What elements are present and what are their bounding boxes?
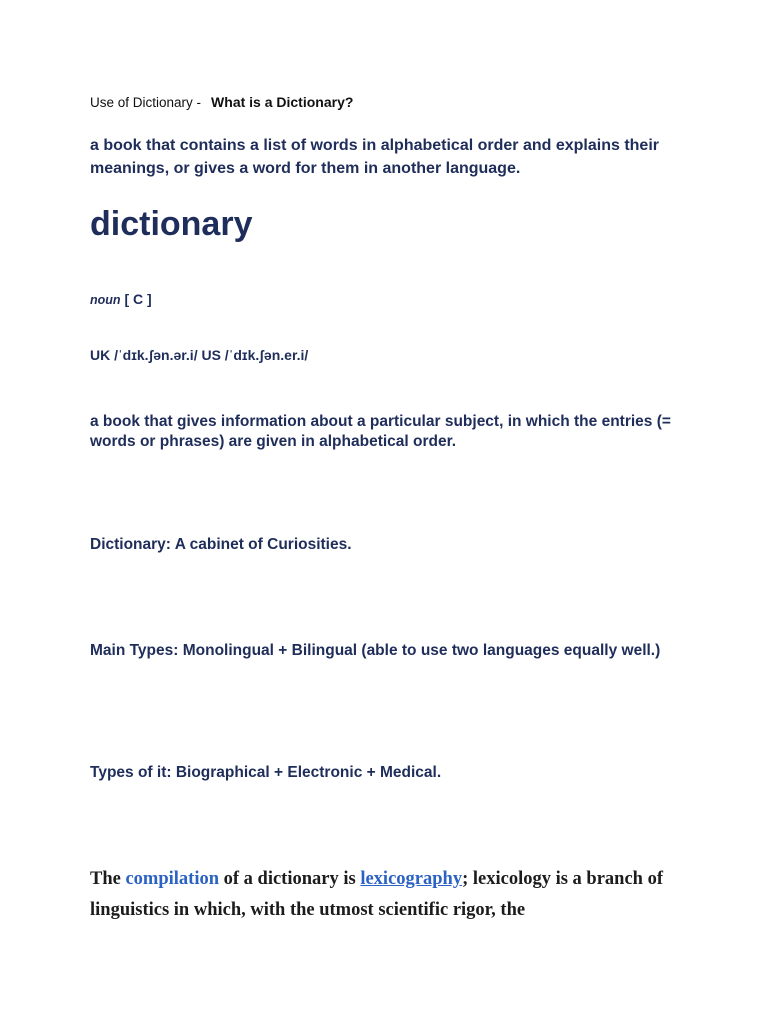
lexicography-paragraph [90,864,680,926]
paragraph-text-3: ; lexicology is a branch of linguistics in which, with the utmost scientific rigor, the [90,869,663,920]
cabinet-note: Dictionary: A cabinet of Curiosities. [90,536,352,553]
main-types-note: Main Types: Monolingual + Bilingual (able to use two languages equally well.) [90,642,661,659]
part-of-speech: noun [90,293,121,307]
headword: dictionary [90,205,253,243]
section-label: Use of Dictionary - [90,95,202,110]
grammar-code: [ C ] [124,291,152,307]
compilation-link[interactable]: compilation [125,869,219,889]
paragraph-text-2: of a dictionary is [219,869,361,889]
entry-definition: a book that gives information about a particular subject, in which the entries (= words or phrases) are given in alphabetical order. [90,413,671,450]
part-of-speech-line [90,291,690,307]
types-of-it-note: Types of it: Biographical + Electronic + Medical. [90,764,442,781]
pronunciation: UK /ˈdɪk.ʃən.ər.i/ US /ˈdɪk.ʃən.er.i/ [90,347,309,363]
lexicography-link[interactable]: lexicography [360,869,463,889]
intro-definition: a book that contains a list of words in alphabetical order and explains their meanings, or gives a word for them in another language. [90,137,659,177]
section-question: What is a Dictionary? [211,94,354,110]
section-header [90,94,690,110]
paragraph-text-1: The [90,869,126,889]
